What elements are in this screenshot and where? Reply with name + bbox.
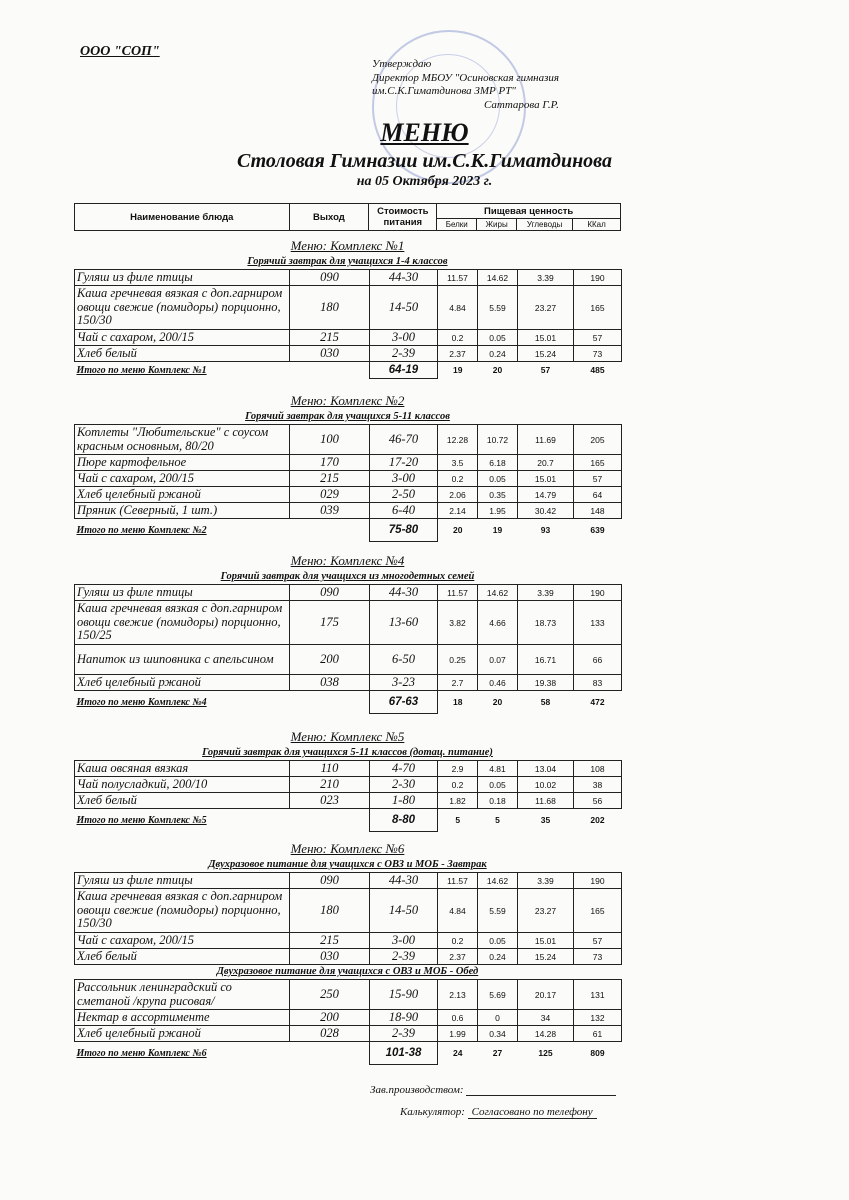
dish-output: 039 xyxy=(290,503,370,519)
dish-name: Пюре картофельное xyxy=(75,455,290,471)
dish-price: 3-00 xyxy=(370,330,438,346)
dish-protein: 0.2 xyxy=(438,777,478,793)
dish-kcal: 73 xyxy=(574,346,622,362)
dish-name: Чай с сахаром, 200/15 xyxy=(75,330,290,346)
dish-protein: 4.84 xyxy=(438,286,478,330)
dish-protein: 0.2 xyxy=(438,933,478,949)
dish-price: 44-30 xyxy=(370,270,438,286)
dish-protein: 4.84 xyxy=(438,889,478,933)
table-row xyxy=(75,270,622,286)
dish-fat: 5.59 xyxy=(478,286,518,330)
dish-protein: 0.25 xyxy=(438,645,478,675)
dish-fat: 0.18 xyxy=(478,793,518,809)
total-carbs: 58 xyxy=(540,697,551,708)
dish-price: 2-39 xyxy=(370,346,438,362)
dish-carbs: 23.27 xyxy=(518,889,574,933)
total-protein: 5 xyxy=(455,815,461,826)
table-row xyxy=(75,286,622,330)
dish-kcal: 73 xyxy=(574,949,622,965)
col-kcal-header: ККал xyxy=(573,219,621,231)
dish-name: Хлеб целебный ржаной xyxy=(75,675,290,691)
dish-price: 3-00 xyxy=(370,471,438,487)
total-kcal: 472 xyxy=(590,697,605,708)
menu-date: на 05 Октября 2023 г. xyxy=(356,174,493,189)
dish-protein: 2.14 xyxy=(438,503,478,519)
dish-carbs: 15.01 xyxy=(518,933,574,949)
column-header-table xyxy=(74,203,621,231)
dish-price: 6-50 xyxy=(370,645,438,675)
dish-fat: 0.05 xyxy=(478,330,518,346)
table-row xyxy=(75,585,622,601)
dish-output: 180 xyxy=(290,286,370,330)
total-row xyxy=(75,809,622,832)
dish-protein: 0.2 xyxy=(438,330,478,346)
dish-name: Нектар в ассортименте xyxy=(75,1010,290,1026)
group-title: Горячий завтрак для учащихся 5-11 классов xyxy=(245,411,450,422)
total-fat: 27 xyxy=(492,1048,503,1059)
dish-price: 2-30 xyxy=(370,777,438,793)
dish-fat: 0.34 xyxy=(478,1026,518,1042)
page-title: МЕНЮ xyxy=(380,118,469,147)
total-label: Итого по меню Комплекс №6 xyxy=(76,1047,207,1059)
dish-protein: 2.7 xyxy=(438,675,478,691)
dish-output: 175 xyxy=(290,601,370,645)
total-row xyxy=(75,691,622,714)
total-protein: 24 xyxy=(453,1048,463,1059)
dish-fat: 14.62 xyxy=(478,270,518,286)
dish-output: 200 xyxy=(290,645,370,675)
dish-fat: 14.62 xyxy=(478,585,518,601)
col-price-header: Стоимость питания xyxy=(369,204,437,231)
dish-carbs: 15.24 xyxy=(518,949,574,965)
calculator-value: Согласовано по телефону xyxy=(468,1106,597,1119)
section-title: Меню: Комплекс №6 xyxy=(290,841,405,856)
table-row xyxy=(75,873,622,889)
col-protein-header: Белки xyxy=(437,219,477,231)
table-row xyxy=(75,487,622,503)
total-fat: 20 xyxy=(492,365,503,376)
table-row xyxy=(75,1026,622,1042)
table-row xyxy=(75,980,622,1010)
dish-fat: 0.35 xyxy=(478,487,518,503)
dish-fat: 4.66 xyxy=(478,601,518,645)
dish-kcal: 57 xyxy=(574,330,622,346)
dish-fat: 5.69 xyxy=(478,980,518,1010)
dish-carbs: 10.02 xyxy=(518,777,574,793)
total-protein: 18 xyxy=(453,697,463,708)
dish-fat: 14.62 xyxy=(478,873,518,889)
total-label: Итого по меню Комплекс №1 xyxy=(76,364,207,376)
total-carbs: 35 xyxy=(540,815,551,826)
total-fat: 20 xyxy=(492,697,503,708)
dish-name: Чай с сахаром, 200/15 xyxy=(75,933,290,949)
dish-protein: 11.57 xyxy=(438,873,478,889)
dish-output: 100 xyxy=(290,425,370,455)
col-nutrition-header: Пищевая ценность xyxy=(437,204,621,219)
dish-output: 110 xyxy=(290,761,370,777)
dish-fat: 0.46 xyxy=(478,675,518,691)
section-title: Меню: Комплекс №1 xyxy=(290,238,405,253)
dish-fat: 0.05 xyxy=(478,777,518,793)
table-row xyxy=(75,933,622,949)
group-title: Горячий завтрак для учащихся 1-4 классов xyxy=(247,256,448,267)
total-price: 75-80 xyxy=(370,519,438,542)
dish-price: 3-00 xyxy=(370,933,438,949)
dish-output: 215 xyxy=(290,471,370,487)
dish-output: 180 xyxy=(290,889,370,933)
dish-name: Напиток из шиповника с апельсином xyxy=(75,645,290,675)
dish-name: Каша гречневая вязкая с доп.гарниром овощи свежие (помидоры) порционно, 150/25 xyxy=(75,601,290,645)
dish-name: Пряник (Северный, 1 шт.) xyxy=(75,503,290,519)
dish-protein: 2.37 xyxy=(438,949,478,965)
dish-price: 6-40 xyxy=(370,503,438,519)
dish-price: 14-50 xyxy=(370,889,438,933)
table-row xyxy=(75,330,622,346)
dish-output: 170 xyxy=(290,455,370,471)
dish-name: Гуляш из филе птицы xyxy=(75,270,290,286)
dish-price: 3-23 xyxy=(370,675,438,691)
dish-kcal: 132 xyxy=(574,1010,622,1026)
total-carbs: 57 xyxy=(540,365,551,376)
dish-carbs: 20.17 xyxy=(518,980,574,1010)
dish-protein: 2.9 xyxy=(438,761,478,777)
dish-output: 250 xyxy=(290,980,370,1010)
dish-carbs: 16.71 xyxy=(518,645,574,675)
dish-price: 2-39 xyxy=(370,1026,438,1042)
dish-carbs: 13.04 xyxy=(518,761,574,777)
dish-protein: 11.57 xyxy=(438,270,478,286)
dish-name: Чай с сахаром, 200/15 xyxy=(75,471,290,487)
table-row xyxy=(75,1010,622,1026)
dish-output: 023 xyxy=(290,793,370,809)
dish-kcal: 133 xyxy=(574,601,622,645)
dish-price: 18-90 xyxy=(370,1010,438,1026)
dish-carbs: 15.01 xyxy=(518,330,574,346)
dish-carbs: 34 xyxy=(518,1010,574,1026)
dish-kcal: 57 xyxy=(574,471,622,487)
total-row xyxy=(75,519,622,542)
dish-name: Каша гречневая вязкая с доп.гарниром овощи свежие (помидоры) порционно, 150/30 xyxy=(75,286,290,330)
dish-protein: 3.82 xyxy=(438,601,478,645)
table-row xyxy=(75,675,622,691)
dish-carbs: 3.39 xyxy=(518,270,574,286)
dish-price: 1-80 xyxy=(370,793,438,809)
dish-name: Рассольник ленинградский со сметаной /крупа рисовая/ xyxy=(75,980,290,1010)
total-price: 67-63 xyxy=(370,691,438,714)
items-table xyxy=(74,760,622,832)
dish-price: 46-70 xyxy=(370,425,438,455)
dish-output: 090 xyxy=(290,585,370,601)
dish-fat: 10.72 xyxy=(478,425,518,455)
dish-fat: 0.05 xyxy=(478,471,518,487)
dish-output: 090 xyxy=(290,270,370,286)
dish-carbs: 18.73 xyxy=(518,601,574,645)
group-title: Двухразовое питание для учащихся с ОВЗ и МОБ - Обед xyxy=(216,966,479,977)
dish-output: 215 xyxy=(290,933,370,949)
dish-name: Чай полусладкий, 200/10 xyxy=(75,777,290,793)
col-carbs-header: Углеводы xyxy=(517,219,573,231)
table-row xyxy=(75,645,622,675)
group-title: Горячий завтрак для учащихся 5-11 классов (дотац. питание) xyxy=(202,747,493,758)
dish-kcal: 165 xyxy=(574,889,622,933)
dish-carbs: 11.68 xyxy=(518,793,574,809)
dish-kcal: 190 xyxy=(574,873,622,889)
production-label: Зав.производством: xyxy=(370,1084,464,1096)
section-title: Меню: Комплекс №2 xyxy=(290,393,405,408)
menu-section xyxy=(74,552,621,714)
dish-output: 028 xyxy=(290,1026,370,1042)
table-row xyxy=(75,471,622,487)
total-carbs: 125 xyxy=(538,1048,553,1059)
table-row xyxy=(75,761,622,777)
dish-name: Каша гречневая вязкая с доп.гарниром овощи свежие (помидоры) порционно, 150/30 xyxy=(75,889,290,933)
total-label: Итого по меню Комплекс №4 xyxy=(76,696,207,708)
col-name-header: Наименование блюда xyxy=(75,204,290,231)
dish-fat: 0.24 xyxy=(478,346,518,362)
signature-line xyxy=(466,1083,616,1096)
dish-carbs: 3.39 xyxy=(518,873,574,889)
dish-kcal: 190 xyxy=(574,585,622,601)
items-table xyxy=(74,872,622,965)
dish-carbs: 19.38 xyxy=(518,675,574,691)
dish-protein: 12.28 xyxy=(438,425,478,455)
dish-carbs: 3.39 xyxy=(518,585,574,601)
dish-fat: 0.24 xyxy=(478,949,518,965)
table-row xyxy=(75,793,622,809)
total-fat: 5 xyxy=(495,815,500,826)
menu-section xyxy=(74,728,621,832)
dish-protein: 1.82 xyxy=(438,793,478,809)
total-kcal: 485 xyxy=(590,365,605,376)
table-row xyxy=(75,601,622,645)
approval-line: Утверждаю xyxy=(372,58,432,70)
dish-carbs: 14.28 xyxy=(518,1026,574,1042)
total-kcal: 809 xyxy=(590,1048,605,1059)
total-price: 64-19 xyxy=(370,362,438,379)
dish-protein: 11.57 xyxy=(438,585,478,601)
dish-carbs: 30.42 xyxy=(518,503,574,519)
dish-output: 030 xyxy=(290,346,370,362)
page-subtitle: Столовая Гимназии им.С.К.Гиматдинова xyxy=(237,150,612,172)
dish-kcal: 165 xyxy=(574,455,622,471)
dish-name: Хлеб белый xyxy=(75,793,290,809)
table-row xyxy=(75,889,622,933)
total-protein: 19 xyxy=(453,365,463,376)
dish-kcal: 56 xyxy=(574,793,622,809)
dish-carbs: 20.7 xyxy=(518,455,574,471)
total-price: 8-80 xyxy=(370,809,438,832)
group-title: Двухразовое питание для учащихся с ОВЗ и МОБ - Завтрак xyxy=(208,859,487,870)
dish-name: Каша овсяная вязкая xyxy=(75,761,290,777)
total-kcal: 202 xyxy=(590,815,605,826)
section-title: Меню: Комплекс №4 xyxy=(290,553,405,568)
calculator-label: Калькулятор: xyxy=(400,1106,465,1118)
dish-kcal: 64 xyxy=(574,487,622,503)
dish-kcal: 165 xyxy=(574,286,622,330)
dish-output: 200 xyxy=(290,1010,370,1026)
table-row xyxy=(75,425,622,455)
total-fat: 19 xyxy=(492,525,503,536)
dish-fat: 4.81 xyxy=(478,761,518,777)
total-row xyxy=(75,362,622,379)
dish-name: Хлеб целебный ржаной xyxy=(75,487,290,503)
dish-fat: 1.95 xyxy=(478,503,518,519)
dish-price: 2-50 xyxy=(370,487,438,503)
dish-output: 038 xyxy=(290,675,370,691)
dish-price: 2-39 xyxy=(370,949,438,965)
items-table xyxy=(74,979,622,1065)
dish-kcal: 131 xyxy=(574,980,622,1010)
total-kcal: 639 xyxy=(590,525,605,536)
dish-carbs: 15.24 xyxy=(518,346,574,362)
dish-fat: 6.18 xyxy=(478,455,518,471)
dish-name: Гуляш из филе птицы xyxy=(75,873,290,889)
menu-section xyxy=(74,840,621,1065)
dish-protein: 0.6 xyxy=(438,1010,478,1026)
dish-price: 13-60 xyxy=(370,601,438,645)
dish-kcal: 83 xyxy=(574,675,622,691)
dish-output: 215 xyxy=(290,330,370,346)
dish-kcal: 66 xyxy=(574,645,622,675)
dish-protein: 0.2 xyxy=(438,471,478,487)
dish-kcal: 108 xyxy=(574,761,622,777)
dish-kcal: 61 xyxy=(574,1026,622,1042)
total-row xyxy=(75,1042,622,1065)
approval-line: Директор МБОУ "Осиновская гимназия xyxy=(372,71,560,84)
items-table xyxy=(74,584,622,714)
dish-kcal: 148 xyxy=(574,503,622,519)
dish-kcal: 190 xyxy=(574,270,622,286)
dish-fat: 0.07 xyxy=(478,645,518,675)
total-protein: 20 xyxy=(453,525,463,536)
dish-output: 210 xyxy=(290,777,370,793)
total-price: 101-38 xyxy=(370,1042,438,1065)
total-label: Итого по меню Комплекс №2 xyxy=(76,524,207,536)
items-table xyxy=(74,424,622,542)
dish-price: 17-20 xyxy=(370,455,438,471)
table-row xyxy=(75,455,622,471)
dish-output: 090 xyxy=(290,873,370,889)
dish-kcal: 57 xyxy=(574,933,622,949)
dish-carbs: 15.01 xyxy=(518,471,574,487)
dish-name: Хлеб целебный ржаной xyxy=(75,1026,290,1042)
organization-name: ООО "СОП" xyxy=(80,44,160,59)
dish-name: Гуляш из филе птицы xyxy=(75,585,290,601)
dish-name: Хлеб белый xyxy=(75,346,290,362)
total-label: Итого по меню Комплекс №5 xyxy=(76,814,207,826)
dish-kcal: 38 xyxy=(574,777,622,793)
section-title: Меню: Комплекс №5 xyxy=(290,729,405,744)
dish-price: 4-70 xyxy=(370,761,438,777)
dish-carbs: 11.69 xyxy=(518,425,574,455)
menu-section xyxy=(74,237,621,379)
group-title: Горячий завтрак для учащихся из многодетных семей xyxy=(220,571,475,582)
dish-protein: 2.06 xyxy=(438,487,478,503)
dish-output: 030 xyxy=(290,949,370,965)
dish-carbs: 14.79 xyxy=(518,487,574,503)
dish-price: 44-30 xyxy=(370,585,438,601)
items-table xyxy=(74,269,622,379)
dish-carbs: 23.27 xyxy=(518,286,574,330)
table-row xyxy=(75,346,622,362)
dish-kcal: 205 xyxy=(574,425,622,455)
dish-price: 44-30 xyxy=(370,873,438,889)
dish-fat: 0 xyxy=(478,1010,518,1026)
production-signature xyxy=(370,1083,616,1096)
dish-protein: 3.5 xyxy=(438,455,478,471)
table-row xyxy=(75,949,622,965)
dish-protein: 1.99 xyxy=(438,1026,478,1042)
dish-price: 15-90 xyxy=(370,980,438,1010)
dish-protein: 2.37 xyxy=(438,346,478,362)
dish-protein: 2.13 xyxy=(438,980,478,1010)
table-row xyxy=(75,777,622,793)
menu-section xyxy=(74,392,621,542)
total-carbs: 93 xyxy=(540,525,551,536)
dish-name: Котлеты "Любительские" с соусом красным основным, 80/20 xyxy=(75,425,290,455)
col-fat-header: Жиры xyxy=(477,219,517,231)
calculator-signature xyxy=(400,1106,597,1118)
approval-line: им.С.К.Гиматдинова ЗМР РТ" xyxy=(372,85,516,97)
dish-price: 14-50 xyxy=(370,286,438,330)
dish-fat: 0.05 xyxy=(478,933,518,949)
dish-output: 029 xyxy=(290,487,370,503)
approval-block xyxy=(372,58,559,112)
col-output-header: Выход xyxy=(289,204,369,231)
dish-name: Хлеб белый xyxy=(75,949,290,965)
dish-fat: 5.59 xyxy=(478,889,518,933)
table-row xyxy=(75,503,622,519)
signatory-name: Саттарова Г.Р. xyxy=(484,98,559,111)
